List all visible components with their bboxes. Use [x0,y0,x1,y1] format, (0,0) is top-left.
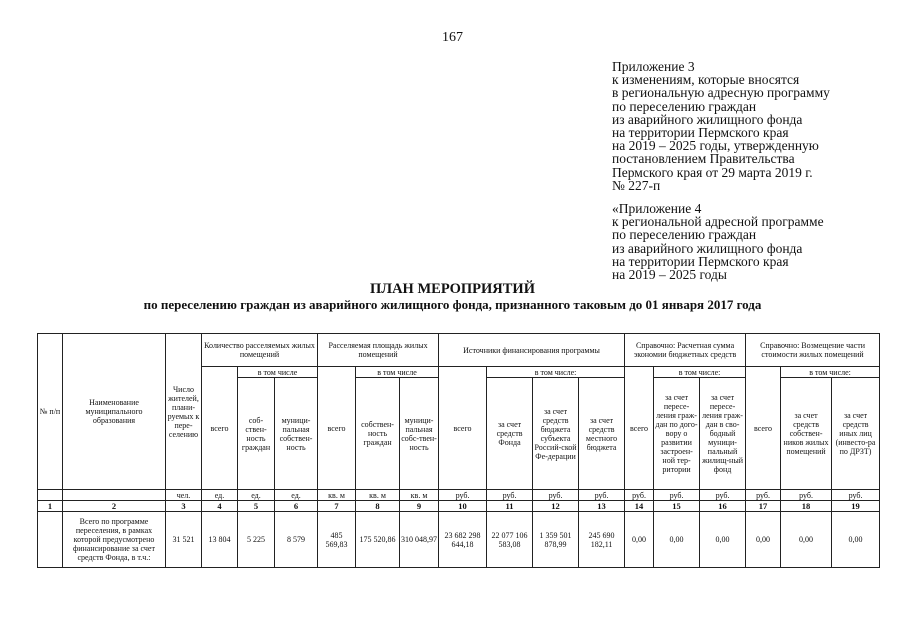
appendix-3-line: на территории Пермского края [612,125,789,141]
units-cell: руб. [439,490,487,501]
column-number: 2 [63,501,166,512]
page-number: 167 [442,30,463,45]
header-area: Расселяемая площадь жилых помещений [318,334,439,367]
column-number: 5 [238,501,275,512]
header-premises-count: Количество расселяемых жилых помещений [202,334,318,367]
column-number: 6 [275,501,318,512]
appendix-3-line: на 2019 – 2025 годы, утвержденную [612,138,819,154]
units-cell: руб. [746,490,781,501]
row-total-area-municipal: 310 048,97 [400,512,439,568]
header-funding-including: в том числе: [487,367,625,378]
column-number: 8 [356,501,400,512]
row-total-fund: 22 077 106 583,08 [487,512,533,568]
header-area-owned: собствен-ность граждан [356,378,400,490]
column-number: 4 [202,501,238,512]
units-cell: ед. [238,490,275,501]
appendix-4-line: из аварийного жилищного фонда [612,240,803,256]
header-area-including: в том числе [356,367,439,378]
appendix-4-line: по переселению граждан [612,227,757,243]
units-cell: ед. [275,490,318,501]
header-comp-others: за счет средств иных лиц (инвесто-ра по ДРЗТ) [832,378,880,490]
column-number: 14 [625,501,654,512]
appendix-3-line: Пермского края от 29 марта 2019 г. [612,164,813,180]
header-residents: Число жителей, плани-руемых к пере-селению [166,334,202,490]
units-cell [63,490,166,501]
units-cell: руб. [654,490,700,501]
units-cell: кв. м [318,490,356,501]
header-area-total: всего [318,367,356,490]
column-number: 18 [781,501,832,512]
row-total-comp-owners: 0,00 [781,512,832,568]
appendix-3-line: Приложение 3 [612,59,695,74]
header-funding-total: всего [439,367,487,490]
units-cell: руб. [832,490,880,501]
units-cell: кв. м [400,490,439,501]
appendix-4-line: на территории Пермского края [612,253,789,269]
appendix-3-line: постановлением Правительства [612,151,795,167]
units-cell: кв. м [356,490,400,501]
row-number [38,512,63,568]
row-total-regional: 1 359 501 878,99 [533,512,579,568]
header-compensation-including: в том числе: [781,367,880,378]
header-owned-by-citizens: соб-ствен-ность граждан [238,378,275,490]
units-cell: руб. [625,490,654,501]
units-cell: руб. [579,490,625,501]
row-total-economy-free: 0,00 [700,512,746,568]
header-comp-owners: за счет средств собствен-ников жилых помещений [781,378,832,490]
appendix-4-header [612,202,824,281]
units-cell: руб. [700,490,746,501]
appendix-4-line: к региональной адресной программе [612,214,824,230]
column-number: 7 [318,501,356,512]
row-total-local: 245 690 182,11 [579,512,625,568]
row-total-area: 485 569,83 [318,512,356,568]
row-total-premises: 13 804 [202,512,238,568]
appendix-3-line: в региональную адресную программу [612,85,830,101]
appendix-4-line: на 2019 – 2025 годы [612,267,727,283]
column-number: 11 [487,501,533,512]
appendix-3-line: к изменениям, которые вносятся [612,72,800,88]
column-number: 1 [38,501,63,512]
header-num: № п/п [38,334,63,490]
appendix-3-header [612,60,830,192]
column-number: 19 [832,501,880,512]
header-fund: за счет средств Фонда [487,378,533,490]
units-cell: руб. [487,490,533,501]
plan-subtitle: по переселению граждан из аварийного жилищного фонда, признанного таковым до 01 января 2017 года [143,297,762,312]
units-cell: руб. [781,490,832,501]
row-total-residents: 31 521 [166,512,202,568]
row-total-compensation: 0,00 [746,512,781,568]
header-compensation: Справочно: Возмещение части стоимости жилых помещений [746,334,880,367]
header-economy-development: за счет пересе-ления граж-дан по дого-вору о развитии застроен-ной тер-ритории [654,378,700,490]
column-number: 12 [533,501,579,512]
header-funding: Источники финансирования программы [439,334,625,367]
plan-title: ПЛАН МЕРОПРИЯТИЙ [370,281,535,297]
header-municipality: Наименование муниципального образования [63,334,166,490]
header-economy-including: в том числе: [654,367,746,378]
header-premises-total: всего [202,367,238,490]
row-total-economy-dev: 0,00 [654,512,700,568]
column-number: 10 [439,501,487,512]
header-economy-free-fund: за счет пересе-ления граж-дан в сво-бодный муници-пальный жилищ-ный фонд [700,378,746,490]
row-total-premises-owned: 5 225 [238,512,275,568]
header-premises-including: в том числе [238,367,318,378]
units-cell: руб. [533,490,579,501]
units-cell: чел. [166,490,202,501]
row-total-area-owned: 175 520,86 [356,512,400,568]
header-local-budget: за счет средств местного бюджета [579,378,625,490]
units-cell [38,490,63,501]
appendix-3-line: по переселению граждан [612,98,757,114]
column-number: 16 [700,501,746,512]
header-economy: Справочно: Расчетная сумма экономии бюджетных средств [625,334,746,367]
units-cell: ед. [202,490,238,501]
plan-table [37,333,880,568]
row-total-premises-municipal: 8 579 [275,512,318,568]
column-number: 15 [654,501,700,512]
row-total-economy: 0,00 [625,512,654,568]
header-municipal-property: муници-пальная собствен-ность [275,378,318,490]
header-area-municipal: муници-пальная собс-твен-ность [400,378,439,490]
appendix-3-line: № 227-п [612,177,661,193]
header-regional-budget: за счет средств бюджета субъекта Россий-ской Фе-дерации [533,378,579,490]
row-total-name: Всего по программе переселения, в рамках которой предусмотрено финансирование за счет средств Фонда, в т.ч.: [63,512,166,568]
row-total-funding: 23 682 298 644,18 [439,512,487,568]
row-total-comp-others: 0,00 [832,512,880,568]
header-compensation-total: всего [746,367,781,490]
header-economy-total: всего [625,367,654,490]
column-number: 17 [746,501,781,512]
appendix-4-line: «Приложение 4 [612,201,702,216]
column-number: 13 [579,501,625,512]
column-number: 9 [400,501,439,512]
column-number: 3 [166,501,202,512]
appendix-3-line: из аварийного жилищного фонда [612,111,803,127]
